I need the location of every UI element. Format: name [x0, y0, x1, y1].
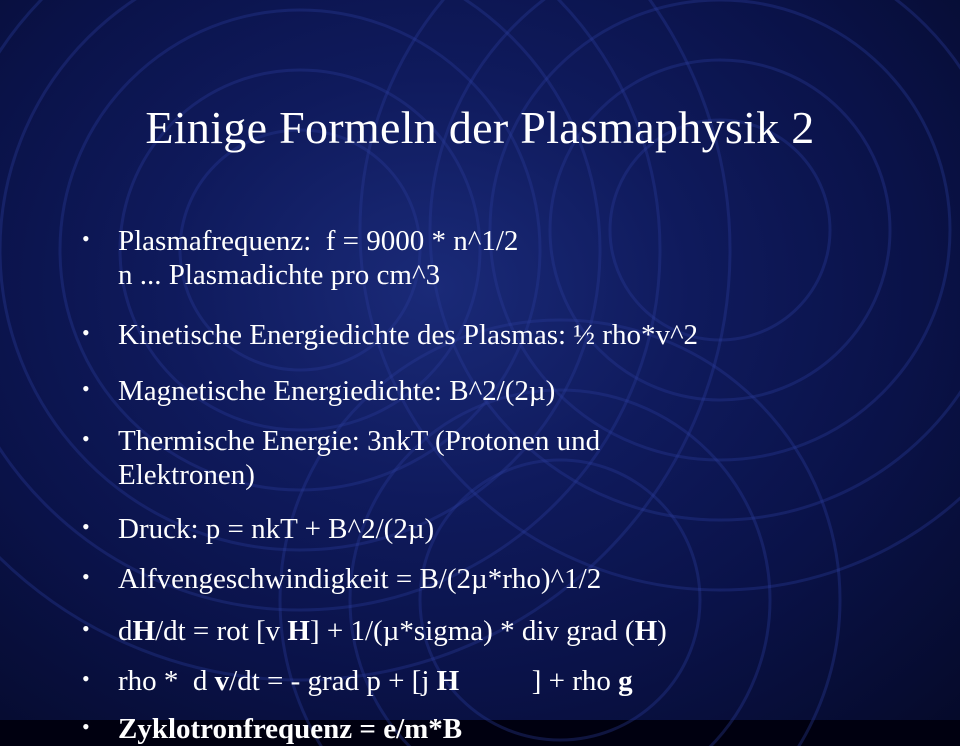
bullet-text: Druck: p = nkT + B^2/(2µ)	[118, 513, 435, 545]
bullet-text: Thermische Energie: 3nkT (Protonen und Elektronen)	[118, 425, 601, 491]
bullet-icon: •	[82, 320, 90, 345]
bullet-icon: •	[82, 514, 90, 539]
bullet-text: Magnetische Energiedichte: B^2/(2µ)	[118, 375, 556, 407]
bullet-text: Zyklotronfrequenz = e/m*B	[118, 713, 463, 745]
bullet-icon: •	[82, 564, 90, 589]
bullet-text: Plasmafrequenz: f = 9000 * n^1/2 n ... Plasmadichte pro cm^3	[118, 225, 519, 291]
bullet-icon: •	[82, 426, 90, 451]
bullet-text: Alfvengeschwindigkeit = B/(2µ*rho)^1/2	[118, 563, 602, 595]
bullet-text: Kinetische Energiedichte des Plasmas: ½ rho*v^2	[118, 319, 699, 351]
bullet-text: rho * d v/dt = - grad p + [j H ] + rho g	[118, 665, 633, 697]
bullet-icon: •	[82, 376, 90, 401]
bullet-icon: •	[82, 226, 90, 251]
bullet-icon: •	[82, 714, 90, 739]
bullet-text: dH/dt = rot [v H] + 1/(µ*sigma) * div grad (H)	[118, 615, 667, 647]
bullet-icon: •	[82, 666, 90, 691]
slide-title: Einige Formeln der Plasmaphysik 2	[145, 102, 815, 153]
bullet-icon: •	[82, 616, 90, 641]
